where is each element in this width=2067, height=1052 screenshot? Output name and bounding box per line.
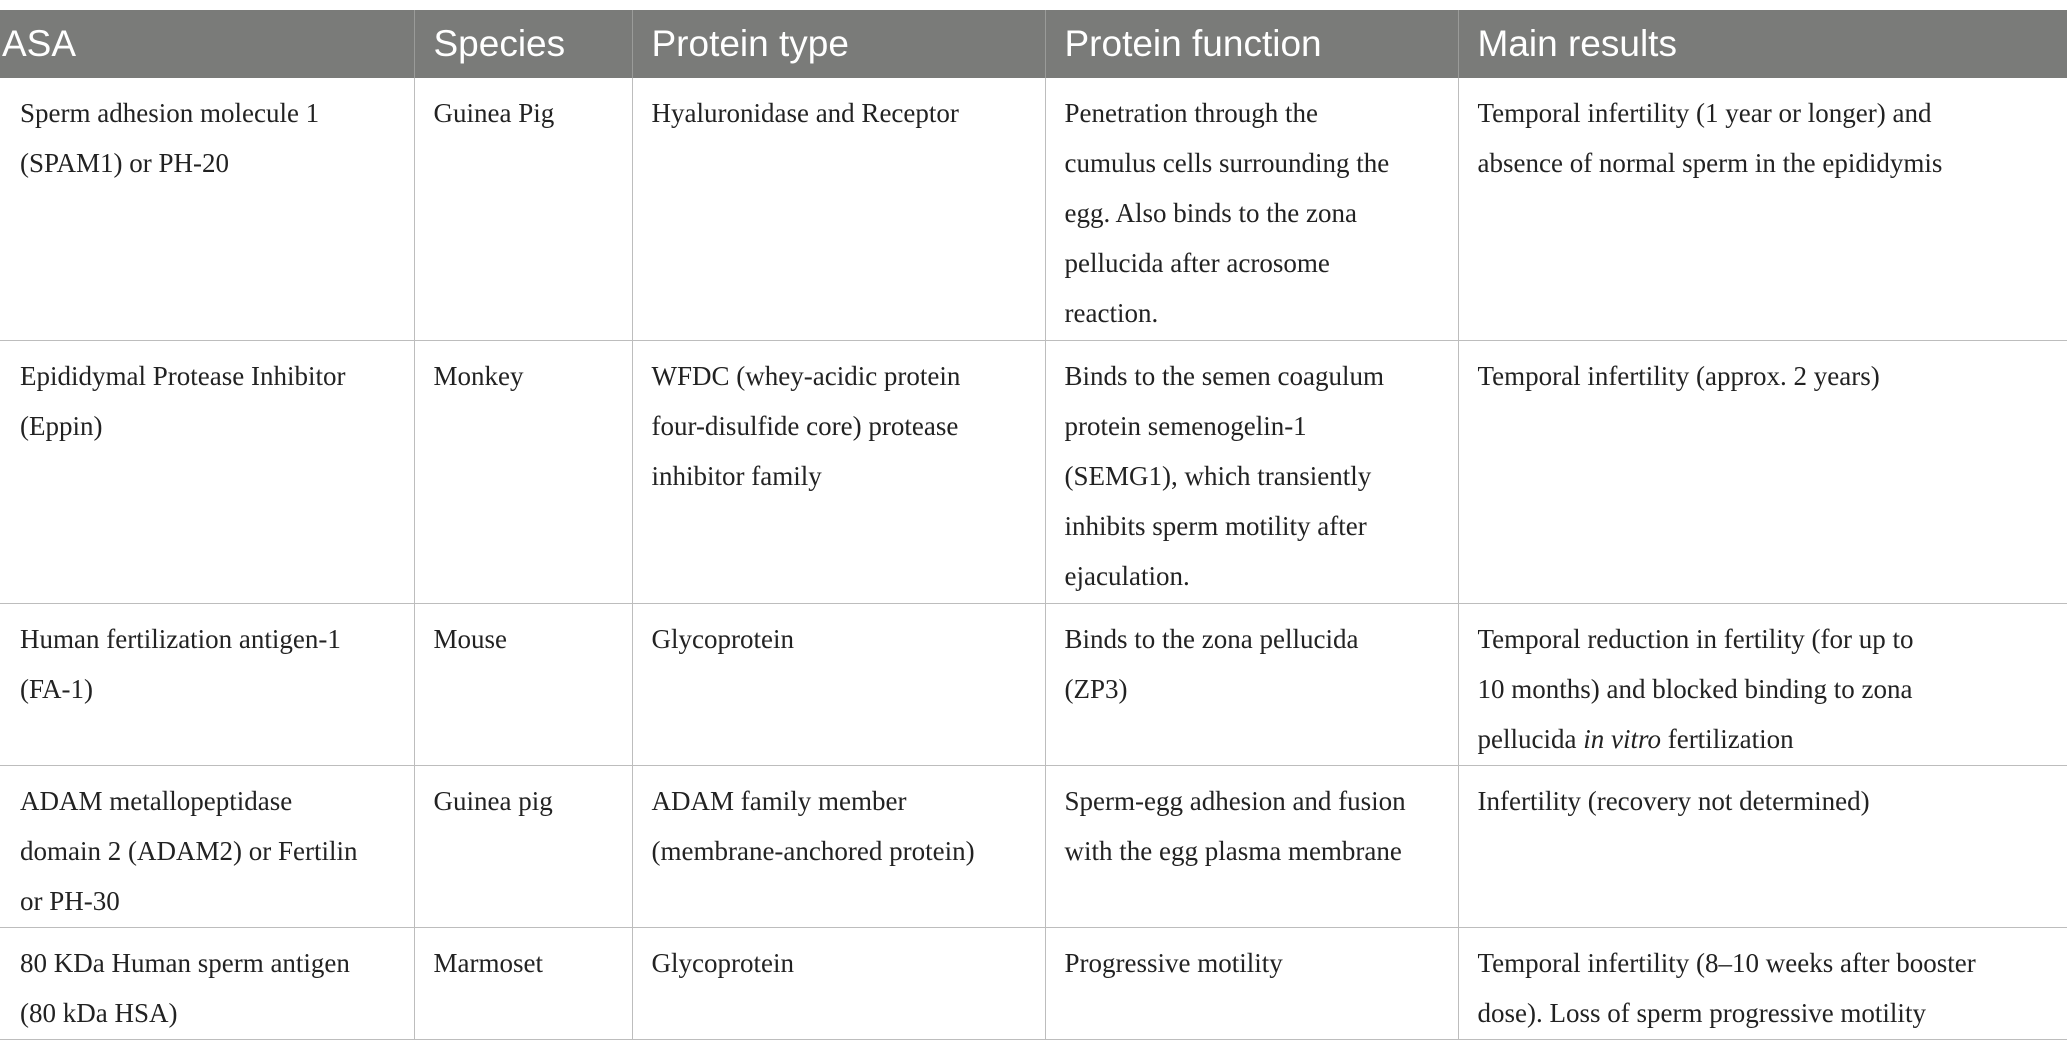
cell-text: Monkey [433,361,524,391]
cell-text: ejaculation. [1064,561,1190,591]
cell-text: Glycoprotein [651,948,794,978]
cell-text: ADAM family member [651,786,907,816]
cell-text: Epididymal Protease Inhibitor [20,361,346,391]
cell-text: 80 KDa Human sperm antigen [20,948,350,978]
cell-asa [0,341,414,604]
cell-text: (SPAM1) or PH-20 [20,148,230,178]
cell-text: (80 kDa HSA) [20,998,178,1028]
cell-text: domain 2 (ADAM2) or Fertilin [20,836,358,866]
cell-text-italic: in vitro [1583,724,1661,754]
data-table-container [0,10,2067,1040]
cell-text: inhibitor family [651,461,822,491]
cell-text: Marmoset [433,948,543,978]
cell-asa [0,928,414,1040]
table-row [0,928,2067,1040]
header-row [0,10,2067,78]
cell-main-results [1458,766,2067,928]
cell-protein-function [1045,78,1458,341]
cell-species [414,341,632,604]
cell-species [414,604,632,766]
cell-text: 10 months) and blocked binding to zona [1477,674,1913,704]
cell-main-results [1458,928,2067,1040]
table-body [0,78,2067,1040]
cell-text: Binds to the semen coagulum [1064,361,1384,391]
cell-text: fertilization [1660,724,1794,754]
cell-text: ADAM metallopeptidase [20,786,293,816]
column-header-species: Species [414,10,632,78]
cell-asa [0,766,414,928]
cell-main-results [1458,78,2067,341]
cell-protein-type [632,928,1045,1040]
column-header-asa: ASA [0,10,414,78]
cell-text: Sperm-egg adhesion and fusion [1064,786,1406,816]
cell-text: dose). Loss of sperm progressive motility [1477,998,1926,1028]
cell-text: reaction. [1064,298,1159,328]
column-header-protein-function: Protein function [1045,10,1458,78]
table-row [0,604,2067,766]
cell-main-results [1458,604,2067,766]
cell-text: Hyaluronidase and Receptor [651,98,959,128]
table-row [0,78,2067,341]
cell-text: Progressive motility [1064,948,1283,978]
cell-text: Temporal infertility (1 year or longer) and [1477,98,1932,128]
cell-text: Mouse [433,624,507,654]
cell-protein-function [1045,928,1458,1040]
cell-text: (Eppin) [20,411,103,441]
cell-text: (membrane-anchored protein) [651,836,975,866]
cell-text: inhibits sperm motility after [1064,511,1367,541]
cell-protein-type [632,341,1045,604]
cell-main-results [1458,341,2067,604]
cell-text: Penetration through the [1064,98,1318,128]
cell-text: cumulus cells surrounding the [1064,148,1390,178]
cell-species [414,78,632,341]
cell-text: WFDC (whey-acidic protein [651,361,961,391]
cell-protein-type [632,766,1045,928]
cell-text: protein semenogelin-1 [1064,411,1307,441]
cell-text: with the egg plasma membrane [1064,836,1402,866]
cell-text: absence of normal sperm in the epididymis [1477,148,1943,178]
cell-text: or PH-30 [20,886,120,916]
data-table [0,10,2067,1040]
table-row [0,341,2067,604]
table-row [0,766,2067,928]
cell-text-mixed [1478,714,2052,764]
cell-text: pellucida after acrosome [1064,248,1330,278]
cell-text: (SEMG1), which transiently [1064,461,1372,491]
cell-text: egg. Also binds to the zona [1064,198,1357,228]
cell-text: Temporal reduction in fertility (for up to [1477,624,1914,654]
column-header-protein-type: Protein type [632,10,1045,78]
cell-text: (ZP3) [1064,674,1128,704]
cell-protein-function [1045,341,1458,604]
cell-species [414,766,632,928]
cell-text: four-disulfide core) protease [651,411,959,441]
cell-text: Infertility (recovery not determined) [1477,786,1870,816]
cell-text: Glycoprotein [651,624,794,654]
cell-asa [0,78,414,341]
cell-protein-function [1045,766,1458,928]
cell-text: pellucida [1477,724,1584,754]
cell-asa [0,604,414,766]
cell-protein-function [1045,604,1458,766]
cell-text: Human fertilization antigen-1 [20,624,341,654]
table-header [0,10,2067,78]
cell-text: Temporal infertility (approx. 2 years) [1477,361,1880,391]
cell-protein-type [632,604,1045,766]
cell-text: Temporal infertility (8–10 weeks after booster [1477,948,1976,978]
cell-species [414,928,632,1040]
cell-text: Sperm adhesion molecule 1 [20,98,320,128]
cell-text: Guinea Pig [433,98,555,128]
column-header-main-results: Main results [1458,10,2067,78]
cell-text: (FA-1) [20,674,93,704]
cell-protein-type [632,78,1045,341]
cell-text: Guinea pig [433,786,553,816]
cell-text: Binds to the zona pellucida [1064,624,1359,654]
